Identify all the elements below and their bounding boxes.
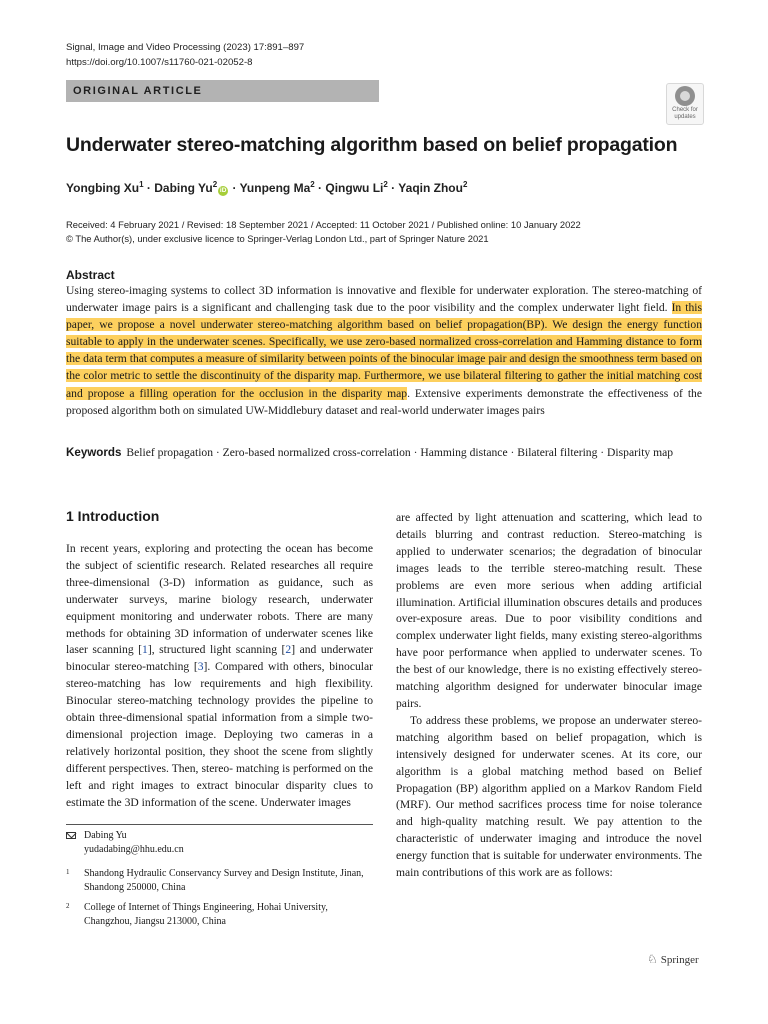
journal-citation xyxy=(66,40,304,70)
keywords-label: Keywords xyxy=(66,446,122,459)
author-affiliation: 1 xyxy=(139,180,144,189)
intro-left-column xyxy=(66,541,373,812)
intro-paragraph: In recent years, exploring and protecting the ocean has become the subject of scientific research. Related researches all require three-dimensional (3-D) information as guidance, such as underwater surveys, marine biology research, underwater equipment monitoring and underwater robots. There are many methods for obtaining 3D information of underwater scenes like laser scanning [1], structured light scanning [2] and underwater binocular stereo-matching [3]. Compared with others, binocular stereo-matching has low requirements and high flexibility. Binocular stereo-matching technology provides the pipeline to obtain three-dimensional spatial information from a simple two-dimensional projection image. Deploying two cameras in a relatively horizontal position, they shoot the scene from slightly different perspectives. Then, stereo- matching is performed on the left and right images to extract binocular disparity clues to estimate the 3D information of the scene. Underwater images xyxy=(66,542,374,809)
author-name[interactable]: Yaqin Zhou xyxy=(398,181,463,195)
envelope-icon xyxy=(66,832,76,839)
check-for-updates-icon xyxy=(675,86,695,106)
check-for-updates-badge[interactable] xyxy=(666,83,704,125)
affiliation-1 xyxy=(66,867,373,895)
journal-line: Signal, Image and Video Processing (2023) 17:891–897 xyxy=(66,42,305,53)
citation-link[interactable]: 2 xyxy=(285,643,292,657)
doi-link[interactable]: https://doi.org/10.1007/s11760-021-02052-8 xyxy=(66,57,253,68)
publication-dates xyxy=(66,218,581,246)
intro-paragraph: are affected by light attenuation and scattering, which lead to details blurring and contrast reduction. Stereo-matching is applied to underwater scenarios; the degradation of binocular images leads to the terrible stereo-matching result. These problems are even more serious when adding artificial illumination. Artificial illumination obscures details and produces over-exposure areas. Due to poor visibility conditions and complex underwater light fields, many existing stereo-algorithms have poor performance when applied to underwater scenes. To the best of our knowledge, there is no existing effectively stereo-matching algorithm designed for underwater binocular image pairs. xyxy=(396,511,702,710)
date-history: Received: 4 February 2021 / Revised: 18 September 2021 / Accepted: 11 October 2021 / Published online: 10 January 2022 xyxy=(66,219,581,230)
citation-link[interactable]: 1 xyxy=(142,643,148,657)
intro-right-column xyxy=(396,510,702,882)
author-affiliation: 2 xyxy=(310,180,315,189)
paper-title: Underwater stereo-matching algorithm based on belief propagation xyxy=(66,134,678,156)
copyright-line: © The Author(s), under exclusive licence to Springer-Verlag London Ltd., part of Springer Nature 2021 xyxy=(66,233,489,244)
corresponding-author-email[interactable]: yudadabing@hhu.edu.cn xyxy=(84,844,184,855)
abstract-heading: Abstract xyxy=(66,268,115,282)
orcid-icon[interactable]: iD xyxy=(219,187,227,194)
author-affiliation: 2 xyxy=(383,180,388,189)
publisher-name: Springer xyxy=(660,954,699,966)
intro-paragraph: To address these problems, we propose an underwater stereo-matching algorithm based on belief propagation, which is intensively designed for underwater scenes. At its core, our algorithm is a global matching method based on Belief Propagation (BP) algorithm applied on a Markov Random Field (MRF). Our method sacrifices process time for noise tolerance and high-quality matching result. We pay attention to the characteristic of underwater imaging and introduce the novel energy function that is suitable for underwater environments. The main contributions of this work are as follows: xyxy=(396,713,702,880)
author-name[interactable]: Yongbing Xu xyxy=(66,181,140,195)
keywords xyxy=(66,445,702,461)
abstract-text: Using stereo-imaging systems to collect 3D information is innovative and flexible for underwater exploration. The stereo-matching of underwater image pairs is a significant and challenging task due to the poor visibility and the complex underwater light field. xyxy=(66,284,702,315)
author-affiliation: 2 xyxy=(212,180,218,189)
author-list: Yongbing $Xu^1$ · Dabing $Yu^2iD$ · Yunpeng $Ma^2$ · Qingwu $Li^2$ · Yaqin Zhou$^2$ xyxy=(66,180,468,195)
author-name[interactable]: Dabing Yu xyxy=(154,181,213,195)
author-name[interactable]: Qingwu Li xyxy=(325,181,384,195)
footnote-divider xyxy=(66,824,373,825)
springer-horse-icon: ♘ xyxy=(647,952,658,966)
citation-link[interactable]: 3 xyxy=(197,660,204,674)
keywords-list: Belief propagation · Zero-based normalized cross-correlation · Hamming distance · Bilateral filtering · Disparity map xyxy=(126,446,674,459)
author-affiliation: 2 xyxy=(462,180,468,189)
affiliation-text: College of Internet of Things Engineering, Hohai University, Changzhou, Jiangsu 213000, China xyxy=(84,902,328,927)
affiliation-text: Shandong Hydraulic Conservancy Survey and Design Institute, Jinan, Shandong 250000, China xyxy=(84,868,364,893)
affiliation-number: 1 xyxy=(66,868,70,876)
corresponding-author-name: Dabing Yu xyxy=(84,830,127,841)
affiliation-2 xyxy=(66,901,373,929)
abstract-highlighted-text: In this paper, we propose a novel underwater stereo-matching algorithm based on belief propagation(BP). We design the energy function suitable to apply in the underwater scenes. Specifically, we use zero-based normalized cross-correlation and Hamming distance to form the data term that computes a measure of similarity between points of the binocular image pair and design the smoothness term based on the color metric to settle the discontinuity of the disparity map. Furthermore, we use bilateral filtering to gather the initial matching cost and propose a filling operation for the occlusion in the disparity map xyxy=(66,301,702,400)
publisher-logo[interactable] xyxy=(647,952,699,967)
affiliation-number: 2 xyxy=(66,902,70,910)
check-updates-label: Check for updates xyxy=(672,107,698,120)
section-heading: 1 Introduction xyxy=(66,508,160,524)
author-name[interactable]: Yunpeng Ma xyxy=(239,181,311,195)
article-type-banner: ORIGINAL ARTICLE xyxy=(66,80,379,102)
abstract-text: . Extensive experiments demonstrate the effectiveness of the proposed algorithm both on simulated UW-Middlebury dataset and real-world underwater images pairs xyxy=(66,386,702,417)
corresponding-author xyxy=(66,829,373,857)
abstract-body xyxy=(66,282,702,419)
